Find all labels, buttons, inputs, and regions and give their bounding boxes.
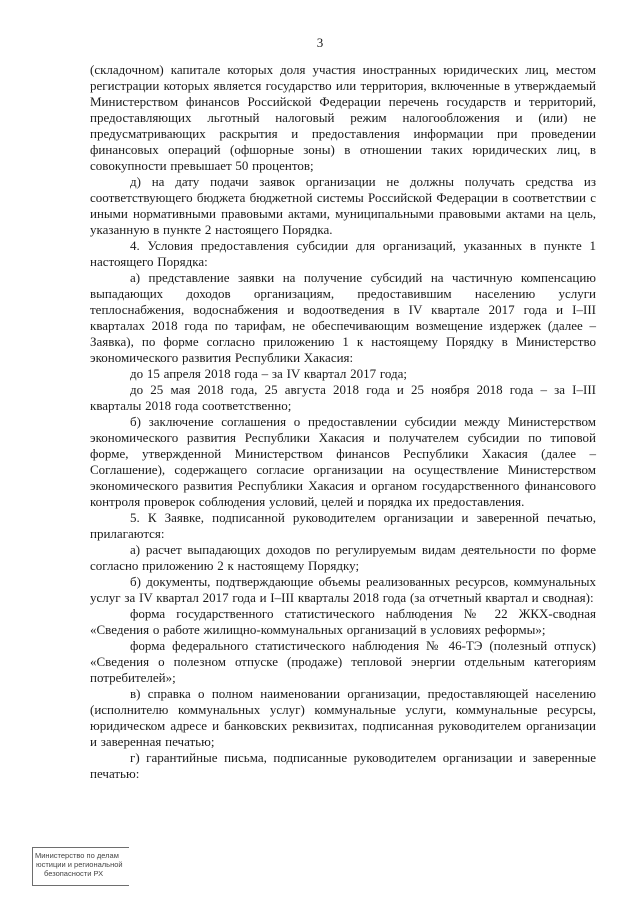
stamp-line-2: юстиции и региональной (36, 860, 123, 869)
paragraph-continuation: (складочном) капитале которых доля участия иностранных юридических лиц, местом регистрации которых является государство или территория, включенные в утверждаемый Министерством финансов Российской Федерации перечень государств и территорий, предоставляющих льготный налоговый режим налогообложения и (или) не предусматривающих раскрытия и предоставления информации при проведении финансовых операций (офшорные зоны) в отношении таких юридических лиц, в совокупности превышает 50 процентов; (90, 62, 596, 173)
paragraph-5a: а) расчет выпадающих доходов по регулируемым видам деятельности по форме согласно приложению 2 к настоящему Порядку; (90, 542, 596, 573)
page-number: 3 (316, 35, 324, 50)
paragraph-5g: г) гарантийные письма, подписанные руководителем организации и заверенные печатью: (90, 750, 596, 781)
paragraph-4b: б) заключение соглашения о предоставлении субсидии между Министерством экономического развития Республики Хакасия и получателем субсидии по типовой форме, утвержденной Министерством финансов Республики Хакасия (далее – Соглашение), содержащего согласие организации на осуществление Министерством экономического развития Республики Хакасия и органом государственного финансового контроля проверок соблюдения условий, целей и порядка их предоставления. (90, 414, 596, 509)
paragraph-deadline-1: до 15 апреля 2018 года – за IV квартал 2017 года; (130, 366, 408, 381)
paragraph-4a: а) представление заявки на получение субсидий на частичную компенсацию выпадающих доходов организациям, предоставившим населению услуги теплоснабжения, водоснабжения и водоотведения в IV квартале 2017 года и I–III кварталах 2018 года по тарифам, не обеспечивающим возмещение издержек (далее – Заявка), по форме согласно приложению 1 к настоящему Порядку в Министерство экономического развития Республики Хакасия: (90, 270, 596, 365)
paragraph-5b: б) документы, подтверждающие объемы реализованных ресурсов, коммунальных услуг за IV квартал 2017 года и I–III кварталы 2018 года (за отчетный квартал и сводная): (90, 574, 596, 605)
document-body (90, 62, 596, 782)
paragraph-4: 4. Условия предоставления субсидии для организаций, указанных в пункте 1 настоящего Порядка: (90, 238, 596, 269)
paragraph-5v: в) справка о полном наименовании организации, предоставляющей населению (исполнителю коммунальных услуг) коммунальные услуги, коммунальные ресурсы, юридическом адресе и банковских реквизитах, подписанная руководителем организации и заверенная печатью; (90, 686, 596, 749)
paragraph-5: 5. К Заявке, подписанной руководителем организации и заверенной печатью, прилагаются: (90, 510, 596, 541)
paragraph-form-22: форма государственного статистического наблюдения № 22 ЖКХ-сводная «Сведения о работе жилищно-коммунальных организаций в условиях реформы»; (90, 606, 596, 637)
stamp-line-1: Министерство по делам (35, 851, 119, 860)
paragraph-3d: д) на дату подачи заявок организации не должны получать средства из соответствующего бюджета бюджетной системы Российской Федерации в соответствии с иными нормативными правовыми актами, муниципальными правовыми актами на цель, указанную в пункте 2 настоящего Порядка. (90, 174, 596, 237)
registration-stamp (32, 847, 129, 886)
paragraph-form-46: форма федерального статистического наблюдения № 46-ТЭ (полезный отпуск) «Сведения о полезном отпуске (продаже) тепловой энергии отдельным категориям потребителей»; (90, 638, 596, 685)
stamp-line-3: безопасности РХ (44, 869, 104, 878)
paragraph-deadline-2: до 25 мая 2018 года, 25 августа 2018 года и 25 ноября 2018 года – за I–III кварталы 2018 года соответственно; (90, 382, 596, 413)
